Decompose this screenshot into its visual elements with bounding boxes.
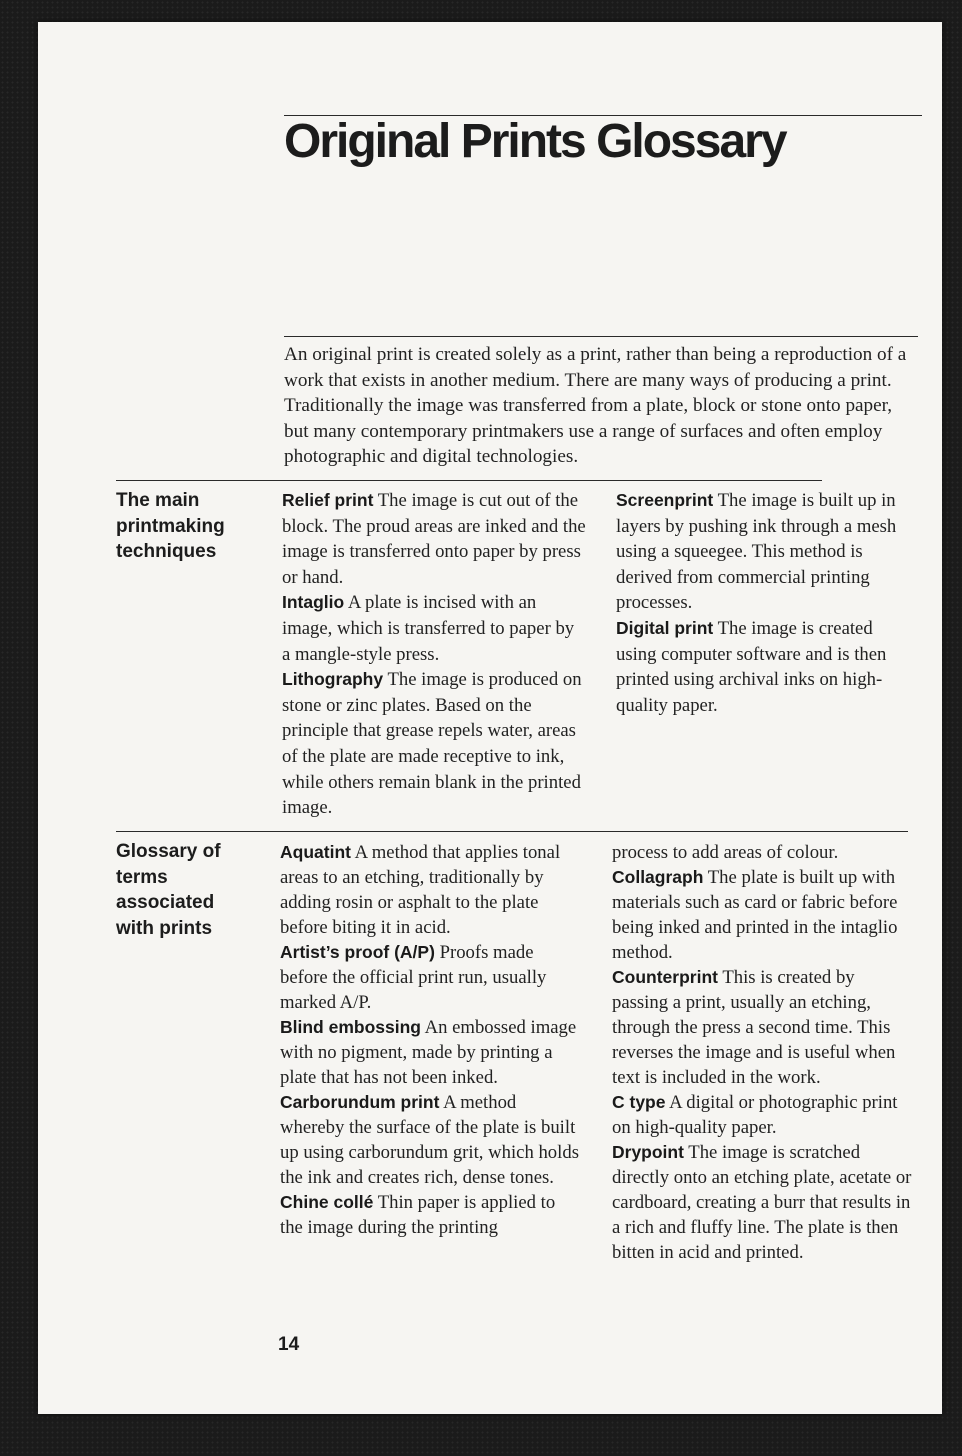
glossary-entry — [612, 965, 912, 1090]
glossary-definition: The plate is built up with materials such as card or fabric before being inked and printed in the intaglio method. — [612, 867, 898, 963]
glossary-definition: An embossed image with no pigment, made by printing a plate that has not been inked. — [280, 1017, 577, 1088]
glossary-entry — [612, 1090, 912, 1140]
glossary-rule — [116, 831, 908, 832]
glossary-definition: A digital or photographic print on high-quality paper. — [612, 1092, 898, 1138]
glossary-entry — [280, 1015, 580, 1090]
technique-entry — [616, 488, 916, 616]
page-title: Original Prints Glossary — [284, 115, 786, 168]
intro-top-rule — [284, 336, 918, 337]
glossary-definition: A method that applies tonal areas to an etching, traditionally by adding rosin or asphalt to the plate before biting it in acid. — [280, 842, 561, 938]
technique-entry — [282, 488, 586, 590]
techniques-left-column — [282, 488, 586, 821]
glossary-definition: A method whereby the surface of the plate is built up using carborundum grit, which holds the ink and creates rich, dense tones. — [280, 1092, 579, 1188]
technique-term: Screenprint — [616, 490, 714, 510]
intro-paragraph: An original print is created solely as a print, rather than being a reproduction of a work that exists in another medium. There are many ways of producing a print. Traditionally the image was transferred from a plate, block or stone onto paper, but many contemporary printmakers use a range of surfaces and often employ photographic and digital technologies. — [284, 344, 907, 468]
glossary-definition: Proofs made before the official print run, usually marked A/P. — [280, 942, 547, 1013]
technique-definition: The image is created using computer software and is then printed using archival inks on high-quality paper. — [616, 617, 887, 716]
glossary-left-column — [280, 840, 580, 1240]
glossary-entry — [280, 940, 580, 1015]
glossary-right-column — [612, 840, 912, 1265]
technique-definition: The image is built up in layers by pushing ink through a mesh using a squeegee. This method is derived from commercial printing processes. — [616, 490, 897, 614]
glossary-term: Counterprint — [612, 967, 718, 987]
glossary-term: Collagraph — [612, 867, 704, 887]
technique-definition: The image is produced on stone or zinc plates. Based on the principle that grease repels water, areas of the plate are made receptive to ink, while others remain blank in the printed image. — [282, 669, 582, 819]
glossary-term: Blind embossing — [280, 1017, 421, 1037]
technique-entry — [282, 590, 586, 667]
page — [38, 22, 942, 1414]
glossary-heading: Glossary of terms associated with prints — [116, 841, 221, 939]
technique-term: Intaglio — [282, 592, 345, 613]
techniques-heading: The main printmaking techniques — [116, 490, 225, 562]
techniques-rule — [116, 480, 822, 481]
technique-term: Lithography — [282, 669, 384, 690]
techniques-right-column — [616, 488, 916, 718]
glossary-term: C type — [612, 1092, 666, 1112]
glossary-term: Aquatint — [280, 842, 351, 862]
glossary-entry — [280, 1190, 580, 1240]
glossary-continuation: process to add areas of colour. — [612, 842, 839, 863]
technique-definition: The image is cut out of the block. The proud areas are inked and the image is transferred onto paper by press or hand. — [282, 490, 586, 588]
glossary-definition: The image is scratched directly onto an etching plate, acetate or cardboard, creating a burr that results in a rich and fluffy line. The plate is then bitten in acid and printed. — [612, 1142, 912, 1263]
glossary-term: Chine collé — [280, 1192, 374, 1212]
technique-definition: A plate is incised with an image, which is transferred to paper by a mangle-style press. — [282, 592, 575, 665]
glossary-entry — [280, 840, 580, 940]
glossary-term: Drypoint — [612, 1142, 684, 1162]
glossary-definition: This is created by passing a print, usually an etching, through the press a second time. This reverses the image and is useful when text is included in the work. — [612, 967, 896, 1088]
glossary-definition: Thin paper is applied to the image during the printing — [280, 1192, 556, 1238]
glossary-entry — [612, 865, 912, 965]
technique-term: Digital print — [616, 617, 714, 638]
glossary-term: Artist’s proof (A/P) — [280, 942, 435, 962]
technique-entry — [616, 616, 916, 718]
technique-term: Relief print — [282, 490, 374, 510]
glossary-term: Carborundum print — [280, 1092, 440, 1112]
page-number: 14 — [278, 1334, 300, 1355]
technique-entry — [282, 667, 586, 821]
glossary-entry — [280, 1090, 580, 1190]
glossary-entry — [612, 1140, 912, 1265]
